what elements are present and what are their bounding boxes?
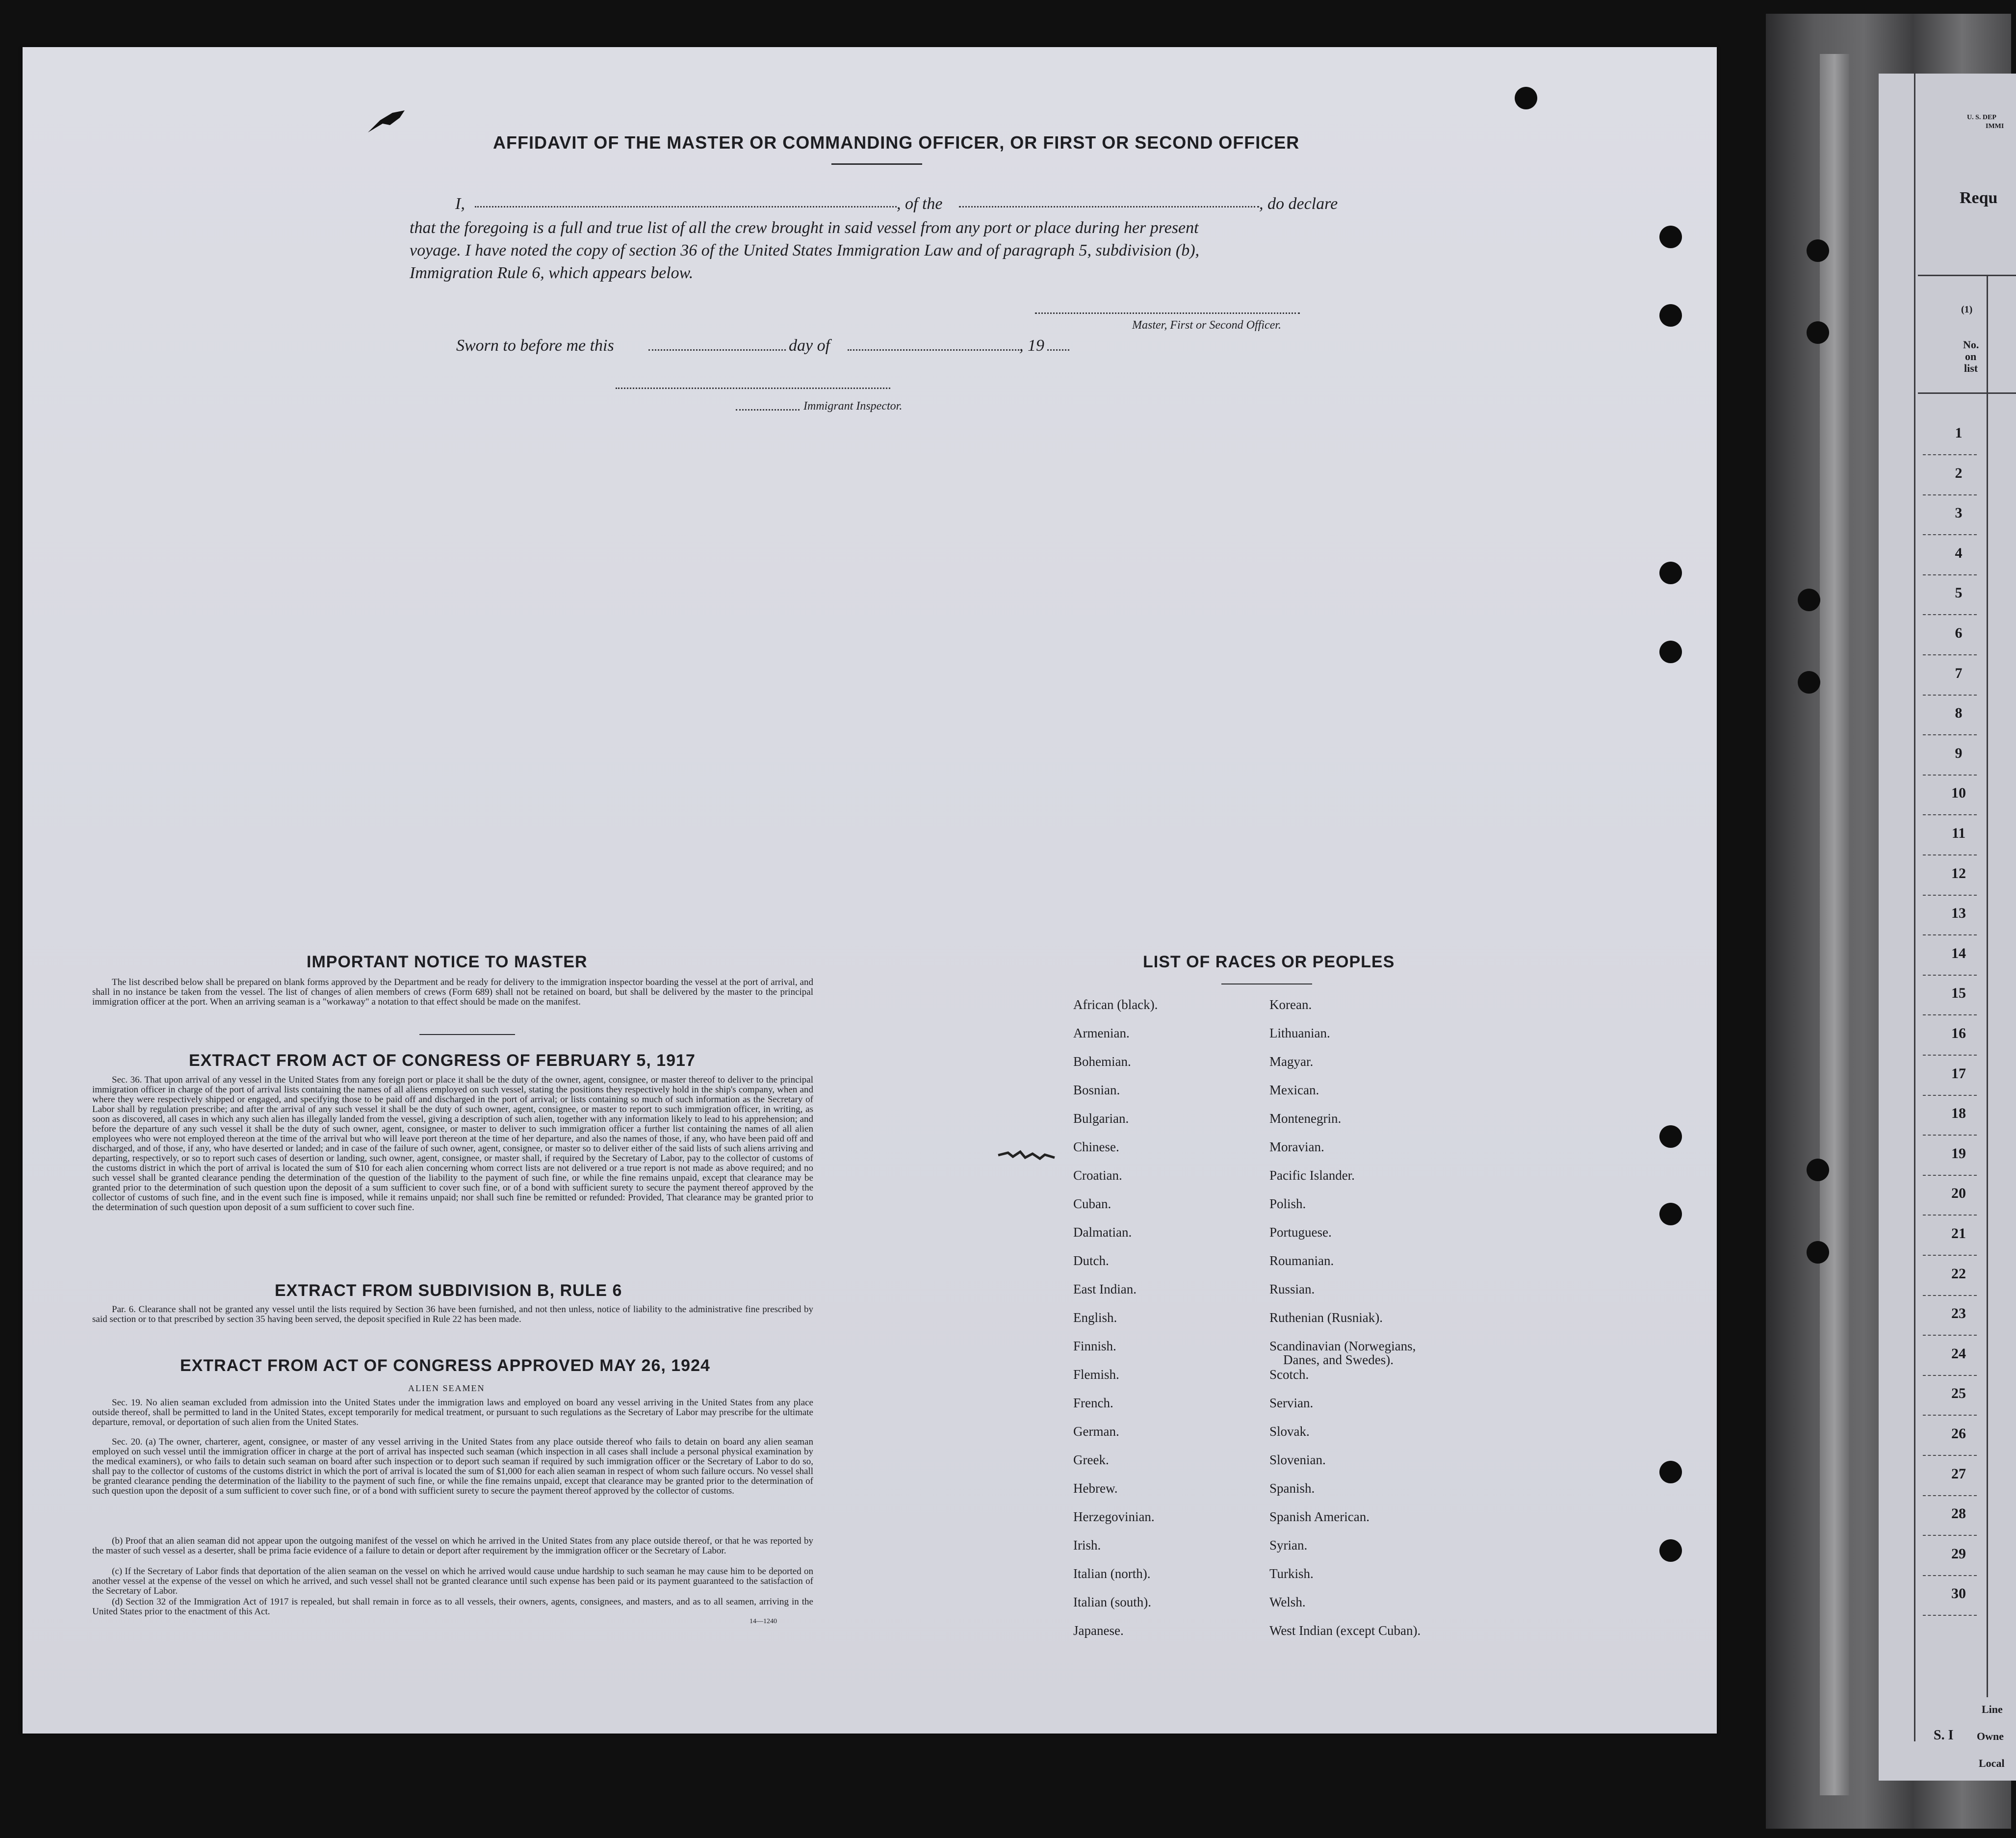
race-item: African (black). (1073, 997, 1158, 1012)
form-row-divider (1923, 1255, 1977, 1256)
punch-hole (1515, 87, 1537, 109)
form-row-divider (1923, 614, 1977, 615)
sworn-month-blank[interactable] (848, 349, 1019, 351)
page-edge-strip (1820, 54, 1849, 1795)
sec-20d-text: (d) Section 32 of the Immigration Act of 1917 is repealed, but shall remain in force as to all vessels, their owners, agents, consignees, and masters, and as to all seamen, arriving in the United States prior to the enactment of this Act. (92, 1597, 813, 1617)
form-row-divider (1923, 1014, 1977, 1015)
form-footer-fragment: Line (1982, 1703, 2003, 1715)
form-column-number: (1) (1961, 304, 1973, 315)
form-row-number: 13 (1951, 905, 1966, 922)
race-item: Montenegrin. (1269, 1111, 1342, 1126)
form-row-divider (1923, 494, 1977, 495)
ink-speck (996, 1148, 1084, 1163)
form-row-divider (1923, 1615, 1977, 1616)
form-header-fragment: U. S. DEP (1967, 114, 1996, 121)
form-column-line (1914, 74, 1915, 1741)
form-row-divider (1923, 1375, 1977, 1376)
sworn-prefix: Sworn to before me this (456, 337, 614, 355)
punch-hole (1659, 1539, 1682, 1562)
alien-seamen-subtitle: ALIEN SEAMEN (408, 1383, 485, 1393)
inspector-name-blank (736, 409, 800, 411)
form-row-divider (1923, 1055, 1977, 1056)
race-item: German. (1073, 1424, 1119, 1439)
race-item: Slovak. (1269, 1424, 1310, 1439)
form-row-number: 3 (1955, 505, 1963, 521)
race-item: Dutch. (1073, 1253, 1109, 1268)
race-item: Bulgarian. (1073, 1111, 1129, 1126)
affidavit-of-the: , of the (897, 195, 943, 213)
race-item: Syrian. (1269, 1538, 1308, 1553)
race-item: Russian. (1269, 1282, 1315, 1296)
punch-hole (1659, 226, 1682, 248)
form-row-number: 12 (1951, 865, 1966, 881)
form-row-divider (1923, 454, 1977, 455)
race-item: Portuguese. (1269, 1225, 1332, 1240)
race-item: Spanish. (1269, 1481, 1315, 1496)
form-row-number: 6 (1955, 625, 1963, 641)
form-title-fragment: Requ (1960, 189, 1998, 207)
form-column-label: No. (1963, 338, 1979, 351)
race-item: Turkish. (1269, 1566, 1314, 1581)
form-number: 14—1240 (750, 1618, 777, 1625)
form-row-divider (1923, 1495, 1977, 1496)
race-item: English. (1073, 1310, 1117, 1325)
inspector-label: Immigrant Inspector. (803, 400, 903, 413)
punch-hole (1807, 1159, 1829, 1181)
form-row-number: 11 (1951, 825, 1966, 841)
notice-text: The list described below shall be prepared on blank forms approved by the Department and be ready for delivery to the immigration inspector boarding the vessel at the port of arrival, and shall in no instance be taken from the vessel. The list of changes of alien members of crews (Form 689) shall not be retained on board, but shall be delivered by the master to the principal immigration officer at the port. When an arriving seaman is a "workaway" a notation to that effect should be made on the manifest. (92, 977, 813, 1007)
form-row-number: 8 (1955, 705, 1963, 722)
race-item: Ruthenian (Rusniak). (1269, 1310, 1383, 1325)
title-underline (831, 163, 922, 165)
form-row-divider (1923, 1135, 1977, 1136)
extract-1917-text: Sec. 36. That upon arrival of any vessel in the United States from any foreign port or place it shall be the duty of the owner, agent, consignee, or master thereof to deliver to the principal immigration officer in charge of the port of arrival lists containing the names of all aliens employed on such vessel, stating the positions they respectively hold in the ship's company, when and where they were respectively shipped or engaged, and specifying those to be paid off and discharged in the port of arrival; or lists containing so much of such information as the Secretary of Labor shall by regulation prescribe; and after the arrival of any such vessel it shall be the duty of such owner, agent, consignee, or master to report to such immigration officer, in writing, as soon as discovered, all cases in which any such alien has illegally landed from the vessel, giving a description of such alien, together with any information likely to lead to his apprehension; and before the departure of any such vessel it shall be the duty of such owner, agent, consignee, or master to deliver to such immigration officer a further list containing the names of all alien employees who were not employed thereon at the time of the arrival but who will leave port thereon at the time of her departure, and also the names of those, if any, who have been paid off and discharged, and of those, if any, who have deserted or landed; and in case of the failure of such owner, agent, consignee, or master so to deliver either of the said lists of such aliens arriving and departing, respectively, or so to report such cases of desertion or landing, such owner, agent, consignee, or master shall, if required by the Secretary of Labor, pay to the collector of customs of the customs district in which the port of arrival is located the sum of $10 for each alien concerning whom correct lists are not delivered or a true report is not made as above required; and no such vessel shall be granted clearance pending the determination of the question of the liability to the payment of such fine, or while the fine remains unpaid, except that clearance may be granted prior to the determination of such question upon the deposit of a sum sufficient to cover such fine, or of a bond with sufficient surety to secure the payment thereof approved by the collector of customs of such fine, and in the event such fine is imposed, while it remains unpaid; nor shall such fine be remitted or refunded: Provided, That clearance may be granted prior to the determination of such question upon deposit of a sum sufficient to cover such fine. (92, 1075, 813, 1213)
race-item: Italian (south). (1073, 1595, 1151, 1609)
race-item: Italian (north). (1073, 1566, 1151, 1581)
form-row-number: 23 (1951, 1305, 1966, 1322)
race-item: Chinese. (1073, 1139, 1119, 1154)
form-row-number: 29 (1951, 1545, 1966, 1562)
form-row-divider (1923, 1535, 1977, 1536)
master-signature-line[interactable] (1035, 312, 1300, 314)
form-row-number: 16 (1951, 1025, 1966, 1041)
race-item: Welsh. (1269, 1595, 1306, 1609)
sec-20c-text: (c) If the Secretary of Labor finds that deportation of the alien seaman on the vessel on which he arrived would cause undue hardship to such seaman he may cause him to be deported on another vessel at the expense of the vessel on which he arrived, and such vessel shall not be granted clearance until such expense has been paid or its payment guaranteed to the satisfaction of the Secretary of Labor. (92, 1566, 813, 1596)
form-row-number: 27 (1951, 1465, 1966, 1482)
adjacent-form-page (1879, 74, 2016, 1781)
race-item: Flemish. (1073, 1367, 1119, 1382)
form-row-number: 4 (1955, 544, 1963, 561)
affidavit-line-3: voyage. I have noted the copy of section 36 of the United States Immigration Law and of paragraph 5, subdivision (b), (410, 241, 1200, 259)
vessel-blank-line[interactable] (959, 206, 1259, 207)
form-header-rule (1918, 275, 2016, 276)
race-item: Scandinavian (Norwegians, (1269, 1339, 1416, 1353)
race-item: Hebrew. (1073, 1481, 1118, 1496)
race-item: Roumanian. (1269, 1253, 1334, 1268)
form-column-label: on (1965, 350, 1977, 362)
punch-hole (1659, 1125, 1682, 1148)
race-item: Moravian. (1269, 1139, 1324, 1154)
affidavit-line-4: Immigration Rule 6, which appears below. (410, 264, 694, 282)
form-row-number: 18 (1951, 1105, 1966, 1122)
form-row-divider (1923, 1295, 1977, 1296)
sworn-year: , 19 (1019, 337, 1044, 355)
form-row-divider (1923, 1335, 1977, 1336)
race-item: Slovenian. (1269, 1452, 1326, 1467)
form-footer-fragment: Local (1979, 1757, 2005, 1769)
punch-hole (1659, 1461, 1682, 1483)
form-row-divider (1923, 534, 1977, 535)
form-column-label: list (1964, 362, 1978, 374)
race-item: Scotch. (1269, 1367, 1309, 1382)
form-row-number: 7 (1955, 665, 1963, 681)
sec-20a-text: Sec. 20. (a) The owner, charterer, agent, consignee, or master of any vessel arriving in the United States from any place outside thereof who fails to detain on board any alien seaman employed on such vessel until the immigration officer in charge at the port of arrival has inspected such seaman (which inspection in all cases shall include a personal physical examination by the medical examiners), or who fails to detain such seaman on board after such inspection or to deport such seaman if required by such immigration officer or the Secretary of Labor to do so, shall pay to the collector of customs of the customs district in which the port of arrival is located the sum of $1,000 for each alien seaman in respect of whom such failure occurs. No vessel shall be granted clearance pending the determination of the liability to the payment of such fine, or while the fine remains unpaid, except that clearance may be granted prior to the determination of such question upon the deposit of a sum sufficient to cover such fine, or of a bond with sufficient surety to secure the payment thereof approved by the collector of customs. (92, 1437, 813, 1496)
form-row-divider (1923, 695, 1977, 696)
extract-rule6-text: Par. 6. Clearance shall not be granted any vessel until the lists required by Section 36 have been furnished, and not then unless, notice of liability to the administrative fine prescribed by said section or to that prescribed by section 35 having been served, the deposit specified in Rule 22 has been made. (92, 1304, 813, 1324)
form-header-rule (1918, 392, 2016, 394)
name-blank-line[interactable] (475, 206, 897, 207)
form-row-number: 2 (1955, 465, 1963, 481)
race-item: French. (1073, 1396, 1113, 1410)
race-item: Herzegovinian. (1073, 1509, 1155, 1524)
form-row-divider (1923, 934, 1977, 935)
race-item: Cuban. (1073, 1196, 1111, 1211)
extract-1917-title: EXTRACT FROM ACT OF CONGRESS OF FEBRUARY 5, 1917 (189, 1051, 696, 1070)
race-item: Magyar. (1269, 1054, 1314, 1069)
sworn-year-blank[interactable] (1047, 349, 1069, 351)
form-row-divider (1923, 1215, 1977, 1216)
sworn-day-blank[interactable] (648, 349, 786, 351)
master-signature-label: Master, First or Second Officer. (1132, 319, 1281, 332)
form-row-divider (1923, 854, 1977, 855)
form-row-number: 17 (1951, 1065, 1966, 1082)
form-row-number: 25 (1951, 1385, 1966, 1402)
race-item: East Indian. (1073, 1282, 1137, 1296)
form-row-number: 22 (1951, 1265, 1966, 1282)
form-row-divider (1923, 574, 1977, 575)
affidavit-declare: , do declare (1259, 195, 1338, 213)
race-item: Lithuanian. (1269, 1026, 1330, 1040)
race-item: Dalmatian. (1073, 1225, 1132, 1240)
extract-1924-title: EXTRACT FROM ACT OF CONGRESS APPROVED MAY 26, 1924 (180, 1356, 710, 1375)
punch-hole (1659, 562, 1682, 584)
inspector-signature-line[interactable] (616, 388, 890, 389)
affidavit-i: I, (455, 195, 465, 213)
form-row-number: 28 (1951, 1505, 1966, 1522)
form-row-number: 14 (1951, 945, 1966, 961)
race-item: West Indian (except Cuban). (1269, 1623, 1421, 1638)
form-row-divider (1923, 775, 1977, 776)
form-row-divider (1923, 734, 1977, 735)
form-row-divider (1923, 1455, 1977, 1456)
form-footer-fragment: Owne (1977, 1730, 2004, 1742)
affidavit-line-2: that the foregoing is a full and true list of all the crew brought in said vessel from any port or place during her present (410, 219, 1199, 237)
race-item: Greek. (1073, 1452, 1109, 1467)
punch-hole (1798, 671, 1820, 694)
race-item: Mexican. (1269, 1083, 1319, 1097)
race-item: Japanese. (1073, 1623, 1124, 1638)
affidavit-title: AFFIDAVIT OF THE MASTER OR COMMANDING OFFICER, OR FIRST OR SECOND OFFICER (493, 132, 1300, 153)
punch-hole (1659, 641, 1682, 663)
sworn-day-of: day of (789, 337, 830, 355)
form-row-number: 1 (1955, 425, 1963, 441)
punch-hole (1807, 1241, 1829, 1264)
form-row-divider (1923, 814, 1977, 815)
notice-title: IMPORTANT NOTICE TO MASTER (307, 953, 588, 971)
form-row-number: 15 (1951, 985, 1966, 1002)
punch-hole (1659, 304, 1682, 327)
form-row-number: 21 (1951, 1225, 1966, 1242)
extract-rule6-title: EXTRACT FROM SUBDIVISION B, RULE 6 (275, 1281, 622, 1300)
section-divider (419, 1034, 515, 1035)
form-row-divider (1923, 895, 1977, 896)
race-item: Spanish American. (1269, 1509, 1370, 1524)
sec-19-text: Sec. 19. No alien seaman excluded from admission into the United States under the immigration laws and employed on board any vessel arriving in the United States from any place outside thereof, shall be permitted to land in the United States, except temporarily for medical treatment, or pursuant to such regulations as the Secretary of Labor may prescribe for the ultimate departure, removal, or deportation of such alien from the United States. (92, 1398, 813, 1427)
punch-hole (1798, 589, 1820, 611)
race-continuation: Danes, and Swedes). (1283, 1352, 1394, 1367)
form-column-line (1987, 275, 1988, 1697)
form-row-divider (1923, 1575, 1977, 1576)
races-title: LIST OF RACES OR PEOPLES (1143, 953, 1395, 971)
punch-hole (1807, 321, 1829, 344)
form-row-number: 30 (1951, 1585, 1966, 1602)
form-row-number: 19 (1951, 1145, 1966, 1162)
punch-hole (1659, 1203, 1682, 1225)
race-item: Croatian. (1073, 1168, 1122, 1183)
form-row-number: 26 (1951, 1425, 1966, 1442)
sec-20b-text: (b) Proof that an alien seaman did not appear upon the outgoing manifest of the vessel on which he arrived in the United States from any place outside thereof, or that he was reported by the master of such vessel as a deserter, shall be prima facie evidence of a failure to detain or deport after requirement by the immigration officer or the Secretary of Labor. (92, 1536, 813, 1556)
form-footer-fragment: S. I (1934, 1728, 1954, 1743)
race-item: Polish. (1269, 1196, 1306, 1211)
race-item: Korean. (1269, 997, 1312, 1012)
form-row-number: 9 (1955, 745, 1963, 761)
form-row-divider (1923, 654, 1977, 655)
form-row-number: 24 (1951, 1345, 1966, 1362)
form-row-number: 20 (1951, 1185, 1966, 1202)
form-header-fragment: IMMI (1986, 123, 2004, 130)
race-item: Bosnian. (1073, 1083, 1120, 1097)
punch-hole (1807, 239, 1829, 262)
ink-blot-mark (365, 103, 410, 137)
race-item: Servian. (1269, 1396, 1314, 1410)
form-row-number: 5 (1955, 585, 1963, 601)
race-item: Armenian. (1073, 1026, 1130, 1040)
race-item: Irish. (1073, 1538, 1101, 1553)
race-item: Pacific Islander. (1269, 1168, 1355, 1183)
race-item: Finnish. (1073, 1339, 1116, 1353)
form-row-divider (1923, 1095, 1977, 1096)
form-row-divider (1923, 975, 1977, 976)
form-row-number: 10 (1951, 785, 1966, 802)
race-item: Bohemian. (1073, 1054, 1131, 1069)
form-row-divider (1923, 1175, 1977, 1176)
form-row-divider (1923, 1415, 1977, 1416)
